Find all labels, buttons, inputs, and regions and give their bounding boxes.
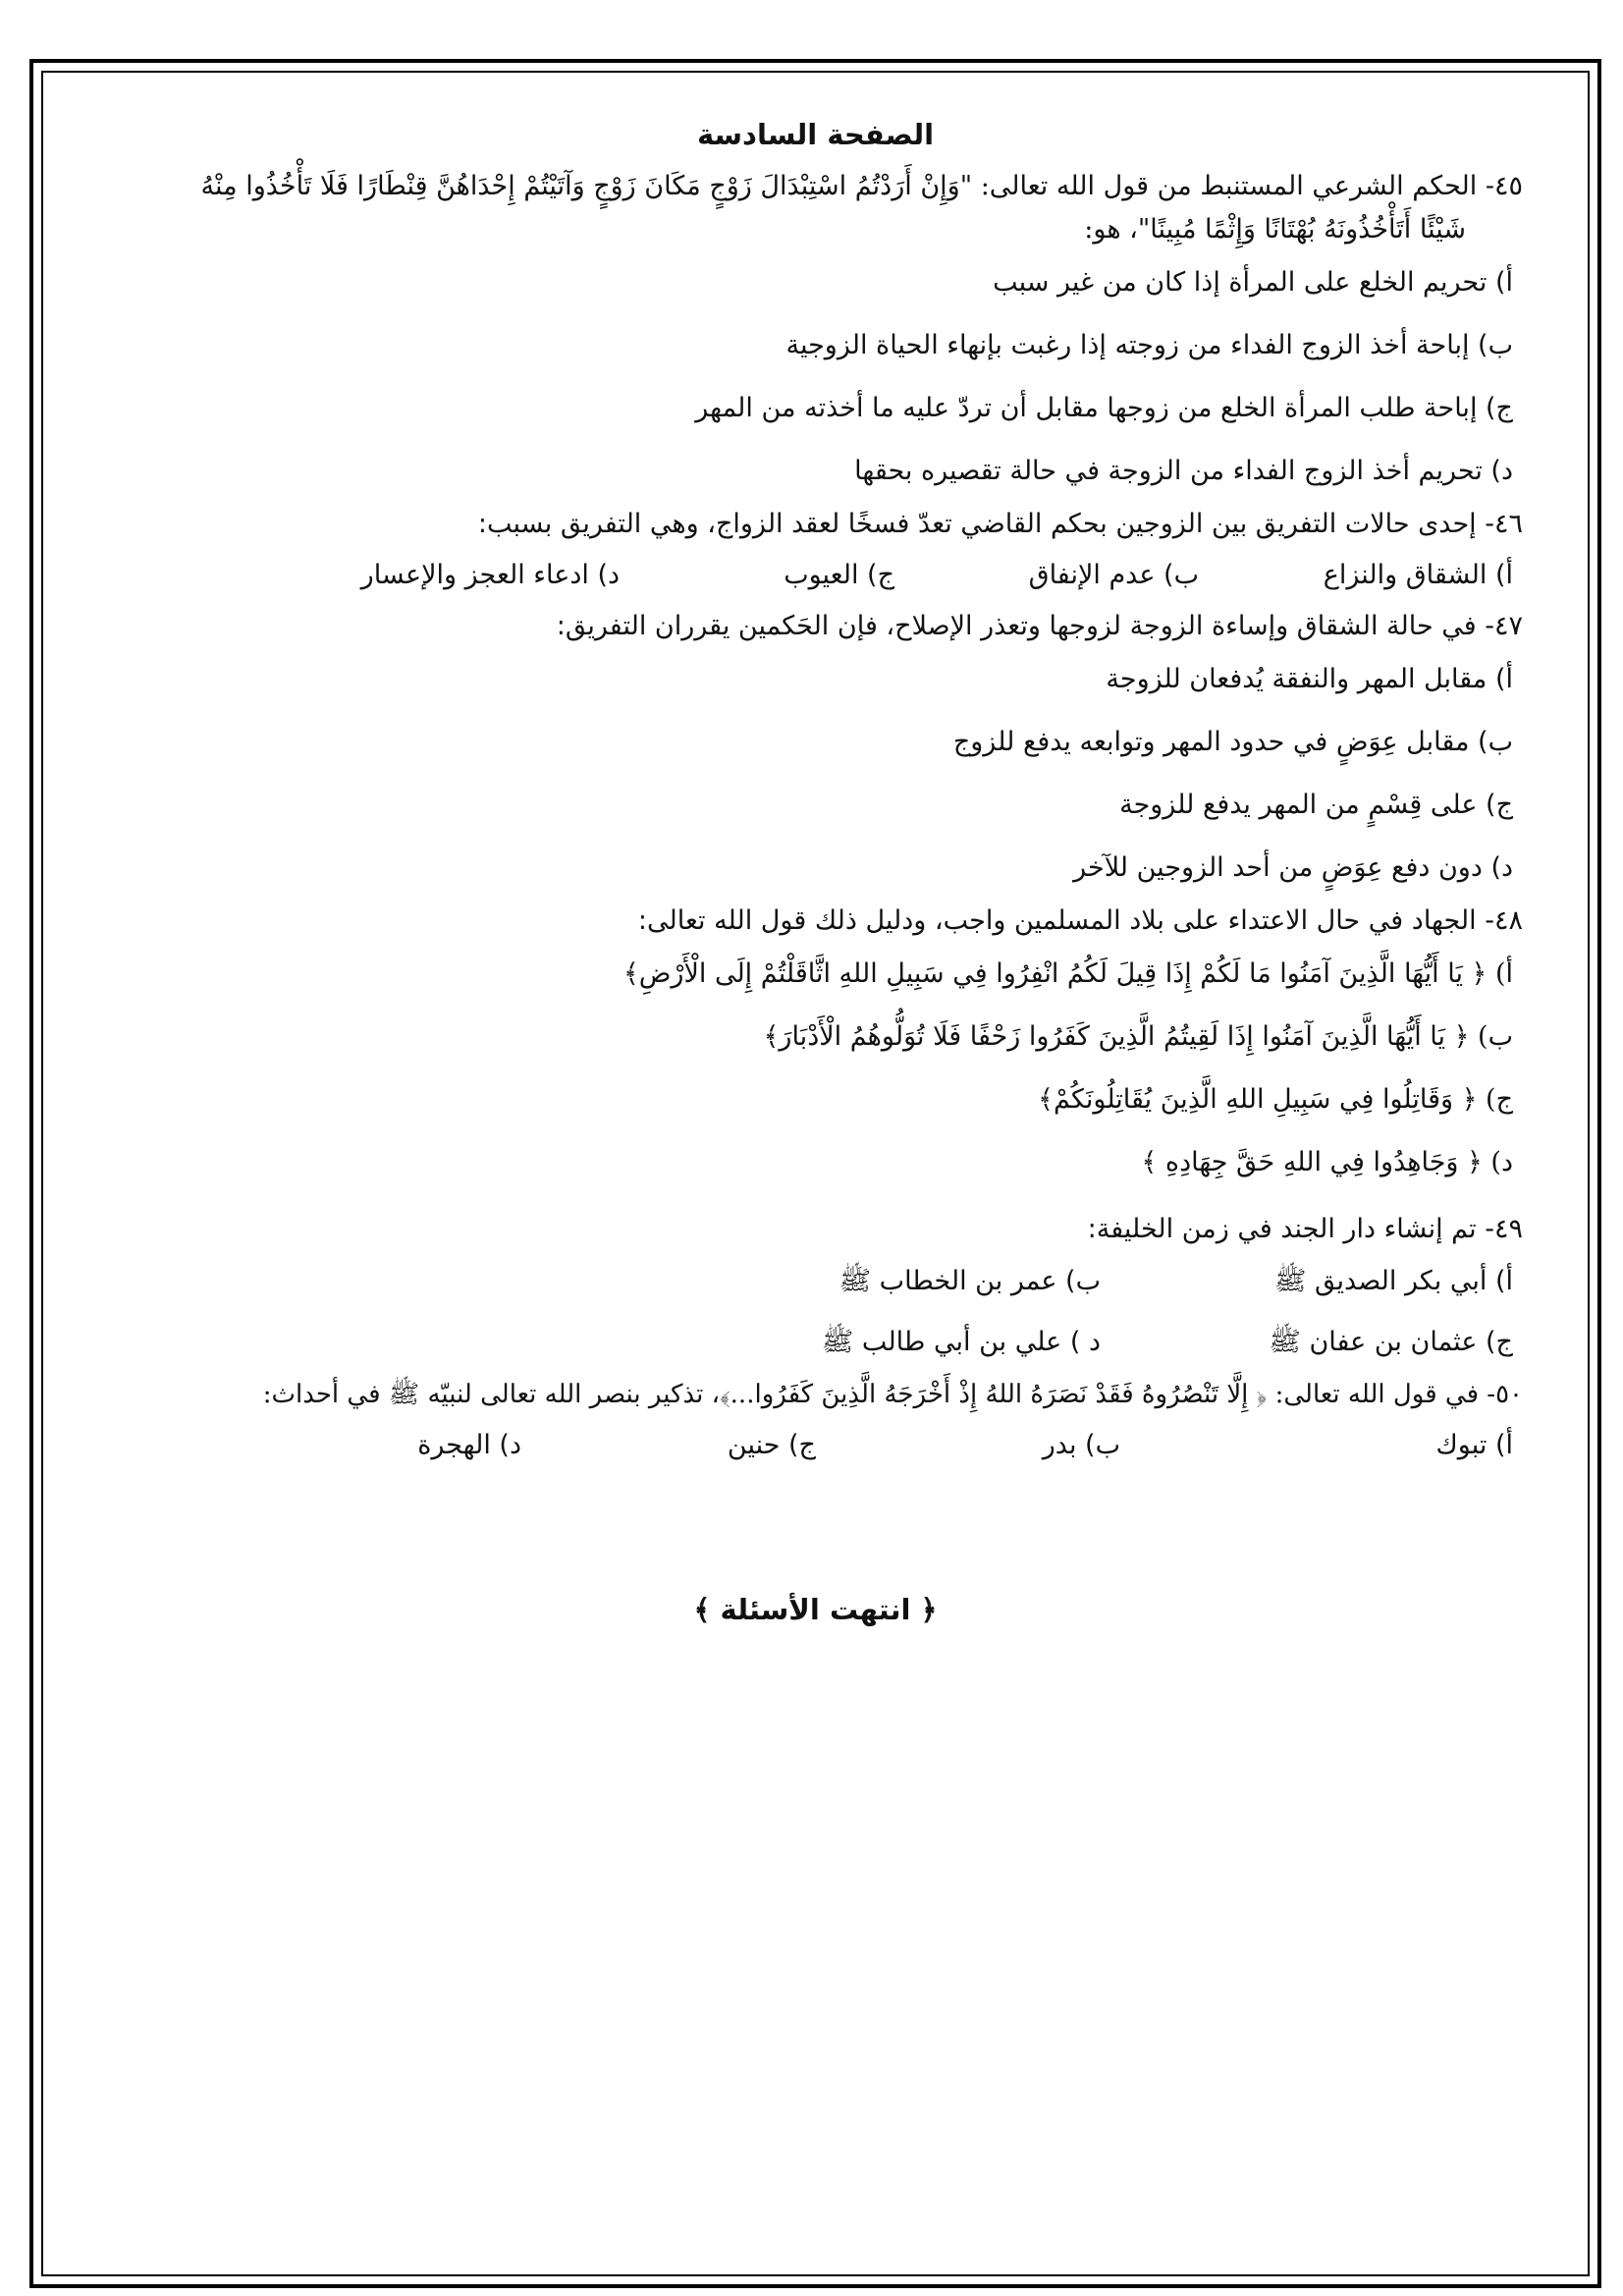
question-50-option-a: أ) تبوك [1435,1430,1513,1460]
question-45-stem: ٤٥- الحكم الشرعي المستنبط من قول الله تعالى: "وَإِنْ أَرَدْتُمُ اسْتِبْدَالَ زَوْجٍ مَكَانَ زَوْجٍ وَآتَيْتُمْ إِحْدَاهُنَّ قِنْطَارًا فَلَا تَأْخُذُوا مِنْهُ [200,171,1523,201]
question-48-option-b: ب) ﴿ يَا أَيُّهَا الَّذِينَ آمَنُوا إِذَا لَقِيتُمُ الَّذِينَ كَفَرُوا زَحْفًا فَلَا تُوَلُّوهُمُ الْأَدْبَارَ﴾ [763,1021,1513,1052]
end-of-questions: ﴿ انتهت الأسئلة ﴾ [693,1593,938,1626]
question-50 [108,1373,1523,1475]
question-47-option-d: د) دون دفع عِوَضٍ من أحد الزوجين للآخر [1073,852,1513,883]
question-46-option-a: أ) الشقاق والنزاع [1323,560,1513,590]
question-48-option-d: د) ﴿ وَجَاهِدُوا فِي اللهِ حَقَّ جِهَادِهِ ﴾ [1141,1147,1513,1177]
question-46-options [108,546,1523,605]
question-47-option-a: أ) مقابل المهر والنفقة يُدفعان للزوجة [1106,664,1513,694]
question-48-stem: ٤٨- الجهاد في حال الاعتداء على بلاد المسلمين واجب، ودليل ذلك قول الله تعالى: [637,905,1523,936]
question-50-option-b: ب) بدر [1042,1430,1120,1460]
question-49-option-b: ب) عمر بن الخطاب ﷺ [839,1266,1101,1296]
question-47-option-c: ج) على قِسْمٍ من المهر يدفع للزوجة [1119,790,1513,820]
question-47-option-b: ب) مقابل عِوَضٍ في حدود المهر وتوابعه يدفع للزوج [952,727,1513,757]
question-47-stem: ٤٧- في حالة الشقاق وإساءة الزوجة لزوجها وتعذر الإصلاح، فإن الحَكمين يقرران التفريق: [556,611,1523,641]
exam-page [108,118,1523,1626]
question-48-option-c: ج) ﴿ وَقَاتِلُوا فِي سَبِيلِ اللهِ الَّذِينَ يُقَاتِلُونَكُمْ﴾ [1038,1084,1513,1115]
question-45-option-a: أ) تحريم الخلع على المرأة إذا كان من غير سبب [993,267,1513,298]
question-49-option-a: أ) أبي بكر الصديق ﷺ [1273,1266,1513,1296]
question-49-options [108,1251,1523,1373]
question-45 [108,165,1523,503]
question-46 [108,503,1523,605]
question-45-option-c: ج) إباحة طلب المرأة الخلع من زوجها مقابل أن تردّ عليه ما أخذته من المهر [695,393,1513,423]
question-50-option-c: ج) حنين [727,1430,816,1460]
question-46-option-b: ب) عدم الإنفاق [1028,560,1199,590]
question-49-stem: ٤٩- تم إنشاء دار الجند في زمن الخليفة: [1087,1214,1523,1244]
question-46-option-d: د) ادعاء العجز والإعسار [360,560,620,590]
question-45-option-d: د) تحريم أخذ الزوج الفداء من الزوجة في حالة تقصيره بحقها [854,456,1513,486]
question-49-option-d: د ) علي بن أبي طالب ﷺ [821,1327,1101,1357]
question-48-option-a: أ) ﴿ يَا أَيُّهَا الَّذِينَ آمَنُوا مَا لَكُمْ إِذَا قِيلَ لَكُمُ انْفِرُوا فِي سَبِيلِ اللهِ اثَّاقَلْتُمْ إِلَى الْأَرْضِ﴾ [622,958,1513,989]
question-49 [108,1208,1523,1373]
question-46-stem: ٤٦- إحدى حالات التفريق بين الزوجين بحكم القاضي تعدّ فسخًا لعقد الزواج، وهي التفريق بسبب: [477,509,1523,539]
question-48 [108,900,1523,1194]
question-50-stem: ٥٠- في قول الله تعالى: ﴿ إِلَّا تَنْصُرُوهُ فَقَدْ نَصَرَهُ اللهُ إِذْ أَخْرَجَهُ الَّذِينَ كَفَرُوا...﴾، تذكير بنصر الله تعالى لنبيّه ﷺ في أحداث: [262,1380,1523,1409]
question-50-option-d: د) الهجرة [417,1430,521,1460]
question-45-option-b: ب) إباحة أخذ الزوج الفداء من زوجته إذا رغبت بإنهاء الحياة الزوجية [785,330,1513,360]
question-46-option-c: ج) العيوب [784,560,894,590]
question-47 [108,605,1523,900]
page-title: الصفحة السادسة [696,118,935,151]
question-50-options [108,1416,1523,1475]
question-49-option-c: ج) عثمان بن عفان ﷺ [1269,1327,1513,1357]
question-45-stem-continued: شَيْئًا أَتَأْخُذُونَهُ بُهْتَانًا وَإِثْمًا مُبِينًا"، هو: [1084,214,1466,245]
